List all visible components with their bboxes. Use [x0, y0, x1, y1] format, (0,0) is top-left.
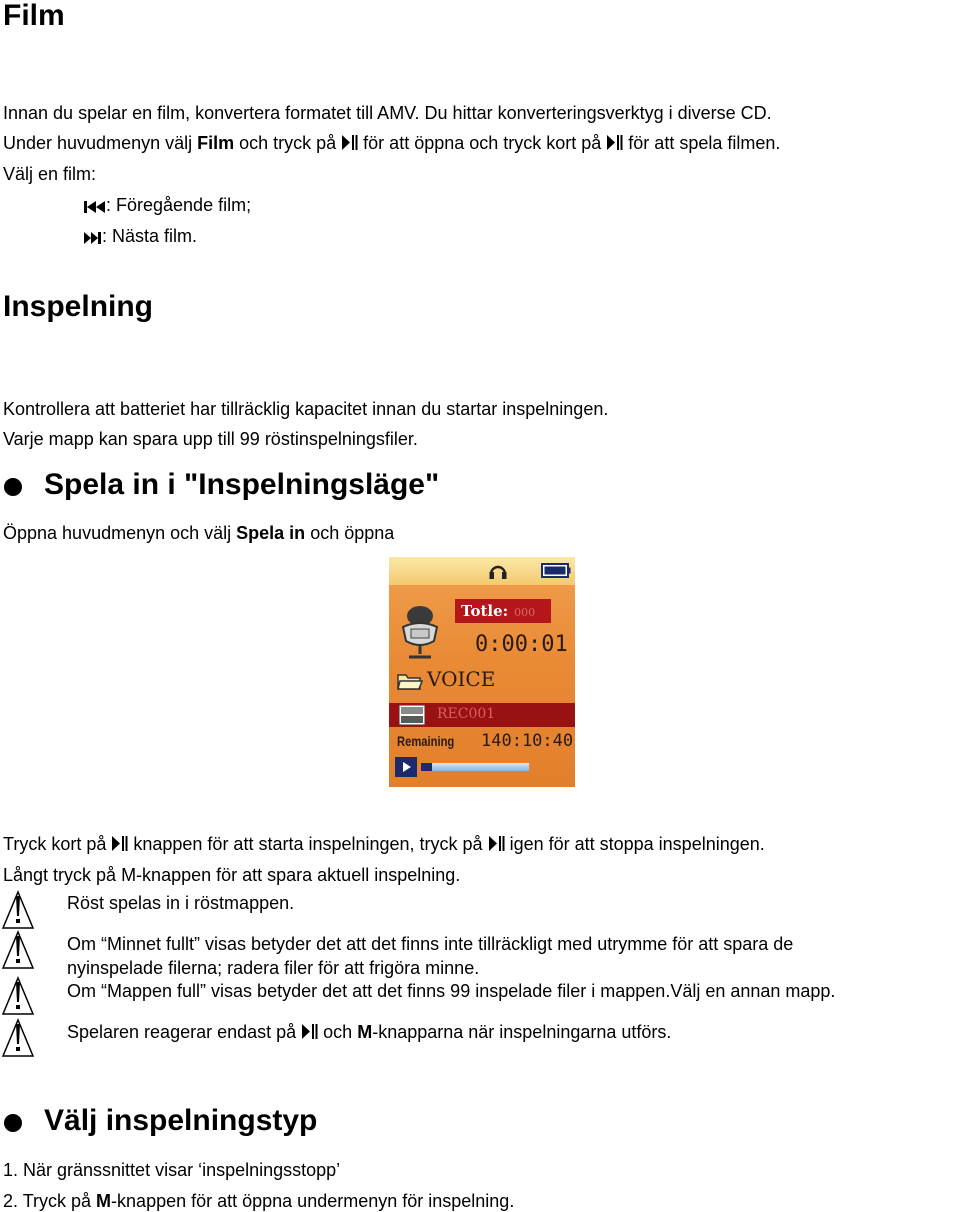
warning-icon [1, 976, 35, 1016]
progress-track [421, 763, 529, 771]
note-memory-full-line-1: Om “Minnet fullt” visas betyder det att det finns inte tillräckligt med utrymme för att spara de [67, 934, 794, 954]
previous-track-icon [84, 201, 106, 213]
film-heading: Film [3, 0, 65, 32]
bullet-dot [4, 1114, 22, 1132]
bitrate-icon [399, 705, 425, 725]
note-memory-full-line-2: nyinspelade filerna; radera filer för att frigöra minne. [67, 958, 480, 978]
recording-paragraph-2: Varje mapp kan spara upp till 99 röstinspelningsfiler. [3, 429, 418, 449]
microphone-icon [397, 605, 445, 663]
play-pause-icon [488, 835, 505, 852]
play-pause-icon [606, 134, 623, 151]
recording-type-heading: Välj inspelningstyp [44, 1104, 318, 1137]
record-mode-paragraph-3: Långt tryck på M-knappen för att spara aktuell inspelning. [3, 865, 461, 885]
battery-icon [541, 563, 571, 578]
film-next-line: : Nästa film. [84, 225, 197, 247]
remaining-label: Remaining [397, 733, 455, 749]
film-paragraph-1: Innan du spelar en film, konvertera formatet till AMV. Du hittar konverteringsverktyg i diverse CD. [3, 103, 772, 123]
bullet-dot [4, 478, 22, 496]
folder-name: VOICE [427, 667, 496, 691]
remaining-value: 140:10:40 [481, 731, 574, 751]
film-paragraph-3: Välj en film: [3, 164, 97, 184]
recorder-screen-image [389, 557, 575, 787]
note-buttons: Spelaren reagerar endast på och M-knapparna när inspelningarna utförs. [67, 1022, 672, 1042]
next-track-icon [84, 232, 102, 244]
recording-type-step-1: 1. När gränssnittet visar ‘inspelningsstopp’ [3, 1160, 341, 1180]
progress-fill [421, 763, 432, 771]
recording-type-step-2: 2. Tryck på M-knappen för att öppna undermenyn för inspelning. [3, 1191, 515, 1211]
record-mode-paragraph-2: Tryck kort på knappen för att starta inspelningen, tryck på igen för att stoppa inspelningen. [3, 834, 765, 854]
recording-heading: Inspelning [3, 290, 153, 323]
play-pause-icon [111, 835, 128, 852]
warning-icon [1, 1018, 35, 1058]
film-prev-line: : Föregående film; [84, 194, 251, 216]
headphones-icon [488, 562, 508, 580]
record-mode-paragraph-1: Öppna huvudmenyn och välj Spela in och öppna [3, 523, 395, 543]
file-name: REC001 [437, 706, 496, 722]
warning-icon [1, 890, 35, 930]
total-label: Totle: 000 [455, 599, 551, 623]
warning-icon [1, 930, 35, 970]
film-paragraph-2: Under huvudmenyn välj Film och tryck på för att öppna och tryck kort på för att spela filmen. [3, 133, 781, 153]
note-voice-folder: Röst spelas in i röstmappen. [67, 893, 295, 913]
play-pause-icon [341, 134, 358, 151]
play-icon [395, 757, 417, 777]
elapsed-time: 0:00:01 [475, 632, 568, 657]
play-pause-icon [301, 1023, 318, 1040]
note-folder-full: Om “Mappen full” visas betyder det att det finns 99 inspelade filer i mappen.Välj en annan mapp. [67, 981, 836, 1001]
folder-icon [397, 671, 423, 691]
recording-paragraph-1: Kontrollera att batteriet har tillräcklig kapacitet innan du startar inspelningen. [3, 399, 609, 419]
record-mode-heading: Spela in i "Inspelningsläge" [44, 468, 440, 501]
